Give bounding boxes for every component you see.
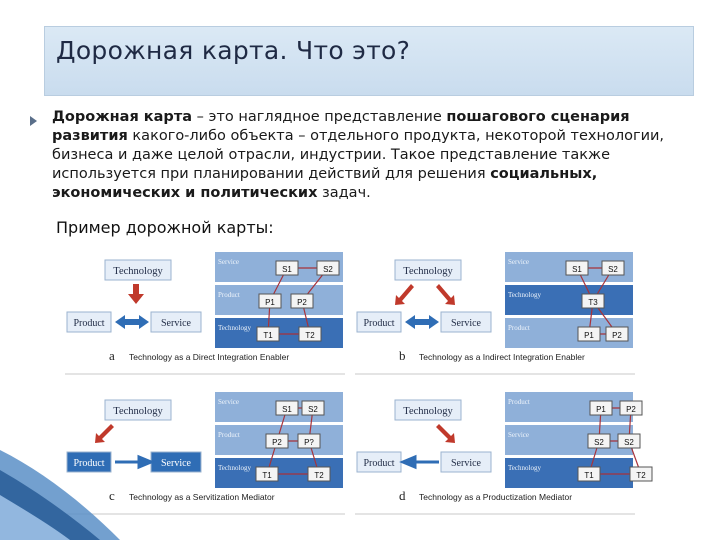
layer-label: Technology: [218, 324, 251, 332]
definition-paragraph: [52, 108, 672, 203]
double-arrow-icon: [405, 315, 439, 329]
node-label: S1: [572, 265, 582, 274]
double-arrow-icon: [115, 315, 149, 329]
left-arrow-icon: [403, 457, 439, 467]
right-arrow-icon: [436, 424, 455, 443]
decorative-corner-waves: [0, 450, 120, 540]
technology-label: Technology: [113, 406, 163, 417]
term-tasks: социальных, экономических и политических: [52, 166, 598, 201]
example-heading: Пример дорожной карты:: [56, 218, 274, 237]
left-arrow-icon: [95, 424, 114, 443]
layer-label: Service: [218, 398, 239, 406]
panel-letter: a: [109, 348, 115, 363]
layer-label: Service: [218, 258, 239, 266]
layer-label: Service: [508, 258, 529, 266]
layer-label: Technology: [218, 464, 251, 472]
technology-label: Technology: [403, 406, 453, 417]
roadmap-diagram: [65, 244, 646, 514]
node-label: P1: [596, 405, 606, 414]
layer-band: [505, 458, 633, 488]
node-label: P?: [304, 438, 314, 447]
node-label: T2: [305, 331, 315, 340]
service-label: Service: [451, 318, 481, 329]
node-label: S2: [608, 265, 618, 274]
layer-label: Product: [508, 324, 530, 332]
left-arrow-icon: [395, 284, 414, 305]
panel-letter: c: [109, 488, 115, 503]
node-label: T2: [636, 471, 646, 480]
definition-text-2: какого-либо объекта – отдельного продукта, некоторой технологии, бизнеса и даже целой отрасли, индустрии. Такое представление также используется при планировании действий для решения: [52, 128, 665, 182]
node-label: T1: [262, 471, 272, 480]
right-arrow-icon: [115, 457, 151, 467]
panel-caption: Technology as a Indirect Integration Enabler: [419, 352, 585, 362]
down-arrow-icon: [128, 284, 144, 304]
technology-label: Technology: [113, 266, 163, 277]
right-arrow-icon: [436, 284, 455, 305]
service-label: Service: [161, 318, 191, 329]
node-label: P2: [297, 298, 307, 307]
node-label: T2: [314, 471, 324, 480]
layer-label: Technology: [508, 291, 541, 299]
product-label: Product: [363, 318, 395, 329]
page-title: Дорожная карта. Что это?: [56, 36, 411, 65]
node-label: S2: [323, 265, 333, 274]
node-label: S1: [282, 405, 292, 414]
layer-label: Product: [218, 431, 240, 439]
layer-label: Product: [508, 398, 530, 406]
node-label: T1: [263, 331, 273, 340]
term-scenario: пошагового сценария развития: [52, 109, 630, 144]
panel-caption: Technology as a Direct Integration Enabler: [129, 352, 290, 362]
node-label: P1: [584, 331, 594, 340]
product-label: Product: [73, 318, 105, 329]
node-label: P1: [265, 298, 275, 307]
service-label: Service: [451, 458, 481, 469]
panel-caption: Technology as a Productization Mediator: [419, 492, 573, 502]
product-label: Product: [363, 458, 395, 469]
definition-text-1: – это наглядное представление: [192, 109, 447, 125]
layer-label: Product: [218, 291, 240, 299]
node-label: P2: [612, 331, 622, 340]
layer-label: Service: [508, 431, 529, 439]
panel-caption: Technology as a Servitization Mediator: [129, 492, 275, 502]
node-label: T1: [584, 471, 594, 480]
roadmap-figure: [65, 244, 646, 514]
layer-band: [505, 285, 633, 315]
term-roadmap: Дорожная карта: [52, 109, 193, 125]
layer-band: [505, 392, 633, 422]
panel-letter: d: [399, 488, 406, 503]
node-label: S2: [624, 438, 634, 447]
definition-text-3: задач.: [317, 185, 371, 201]
node-label: S1: [282, 265, 292, 274]
service-label: Service: [161, 458, 191, 469]
panel-letter: b: [399, 348, 406, 363]
node-label: S2: [308, 405, 318, 414]
layer-label: Technology: [508, 464, 541, 472]
node-label: T3: [588, 298, 598, 307]
node-label: P2: [272, 438, 282, 447]
node-label: S2: [594, 438, 604, 447]
layer-band: [505, 425, 633, 455]
product-label: Product: [73, 458, 105, 469]
technology-label: Technology: [403, 266, 453, 277]
node-label: P2: [626, 405, 636, 414]
bullet-arrow-icon: [30, 116, 37, 126]
